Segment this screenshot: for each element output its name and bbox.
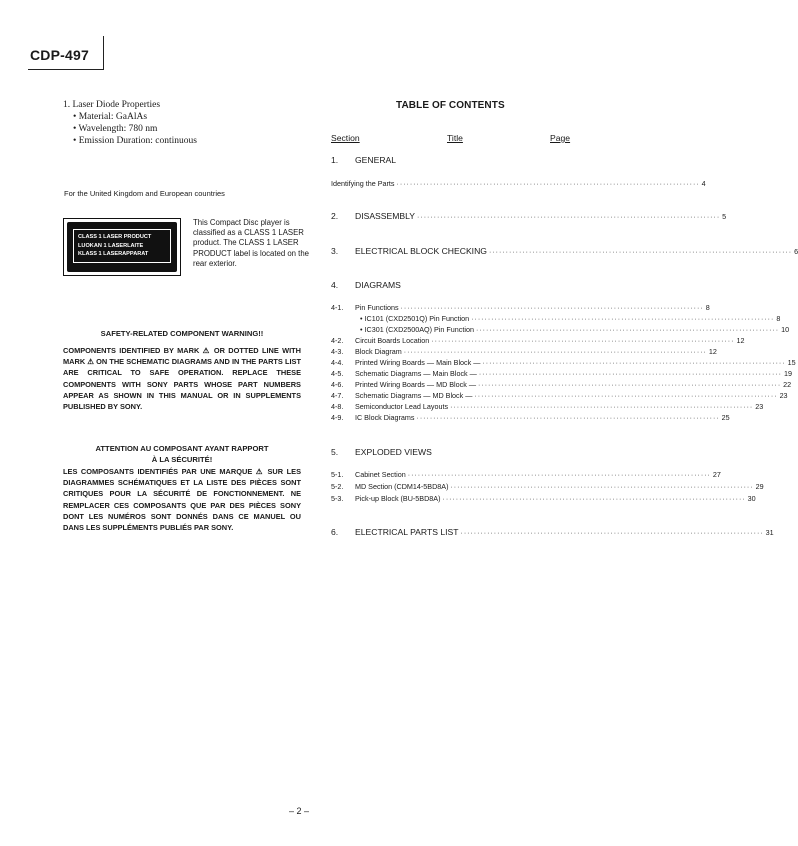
laser-class-label [63, 218, 181, 276]
toc-entry-page: 23 [755, 402, 764, 411]
toc-subsection-number: 4-2. [331, 336, 344, 345]
toc-entry-page: 23 [779, 391, 788, 400]
toc-leader-dots: ··························································································· [471, 316, 775, 323]
toc-section-title: EXPLODED VIEWS [355, 447, 432, 457]
toc-entry[interactable] [355, 211, 727, 221]
toc-entry-text: Pin Functions [355, 303, 399, 312]
attention-title-line: ATTENTION AU COMPOSANT AYANT RAPPORT [95, 444, 269, 453]
toc-entry[interactable] [355, 413, 730, 422]
toc-entry[interactable] [355, 358, 796, 367]
label-line: LUOKAN 1 LASERLAITE [78, 242, 144, 249]
toc-entry-text: Printed Wiring Boards — Main Block — [355, 358, 481, 367]
toc-leader-dots: ··························································································· [478, 371, 782, 378]
toc-subsection-number: 5-2. [331, 482, 344, 491]
toc-entry-page: 8 [705, 303, 710, 312]
toc-entry[interactable] [331, 179, 706, 188]
toc-section-title: GENERAL [355, 155, 397, 165]
toc-leader-dots: ··························································································· [417, 214, 721, 221]
laser-item: • Emission Duration: continuous [73, 136, 197, 146]
attention-title-line: À LA SÉCURITÉ! [151, 455, 213, 464]
toc-entry-page: 5 [722, 212, 727, 221]
toc-entry-text: Schematic Diagrams — Main Block — [355, 369, 477, 378]
laser-properties [63, 99, 197, 147]
model-name: CDP-497 [30, 47, 89, 63]
toc-column-page: Page [550, 133, 571, 143]
toc-title: TABLE OF CONTENTS [396, 100, 505, 111]
toc-section-title: DIAGRAMS [355, 280, 401, 290]
toc-subsection-number: 4-6. [331, 380, 344, 389]
safety-warning-body: COMPONENTS IDENTIFIED BY MARK ⚠ OR DOTTED LINE WITH MARK ⚠ ON THE SCHEMATIC DIAGRAMS AND IN THE PARTS LIST ARE CRITICAL TO SAFE OPERATION. REPLACE THESE COMPONENTS WITH SONY PARTS WHOSE PART NUMBERS APPEAR AS SHOWN IN THIS MANUAL OR IN SUPPLEMENTS PUBLISHED BY SONY. [63, 346, 301, 412]
toc-subsection-number: 4-9. [331, 413, 344, 422]
toc-entry-text: Circuit Boards Location [355, 336, 430, 345]
toc-entry-page: 4 [701, 179, 706, 188]
toc-entry[interactable] [355, 246, 798, 256]
toc-section-number: 1. [331, 155, 339, 165]
toc-entry[interactable] [355, 494, 756, 503]
toc-leader-dots: ··························································································· [431, 338, 735, 345]
toc-entry-page: 12 [736, 336, 745, 345]
toc-subsection-number: 4-5. [331, 369, 344, 378]
toc-entry[interactable] [355, 391, 788, 400]
toc-entry[interactable] [355, 303, 710, 312]
toc-entry-text: • IC301 (CXD2500AQ) Pin Function [360, 325, 474, 334]
toc-leader-dots: ··························································································· [400, 305, 704, 312]
toc-subsection-number: 4-8. [331, 402, 344, 411]
toc-entry-page: 29 [755, 482, 764, 491]
toc-entry-text: ELECTRICAL BLOCK CHECKING [355, 246, 487, 256]
toc-entry[interactable] [355, 380, 792, 389]
toc-section-number: 3. [331, 246, 339, 256]
toc-entry-page: 25 [721, 413, 730, 422]
toc-subsection-number: 5-1. [331, 470, 344, 479]
toc-entry[interactable] [355, 369, 792, 378]
toc-leader-dots: ··························································································· [396, 181, 700, 188]
toc-entry[interactable] [355, 527, 774, 537]
header-underline [28, 69, 104, 70]
toc-section-number: 5. [331, 447, 339, 457]
laser-label-text [73, 229, 171, 263]
toc-entry-text: Schematic Diagrams — MD Block — [355, 391, 473, 400]
toc-entry-text: MD Section (CDM14-5BD8A) [355, 482, 449, 491]
toc-entry[interactable] [355, 482, 764, 491]
toc-leader-dots: ··························································································· [407, 472, 711, 479]
label-line: CLASS 1 LASER PRODUCT [78, 234, 152, 240]
toc-entry[interactable] [355, 470, 721, 479]
laser-item: • Material: GaAlAs [73, 112, 148, 122]
toc-leader-dots: ··························································································· [403, 349, 707, 356]
toc-entry[interactable] [355, 347, 717, 356]
attention-body: LES COMPOSANTS IDENTIFIÉS PAR UNE MARQUE ⚠ SUR LES DIAGRAMMES SCHÉMATIQUES ET LA LISTE DES PIÈCES SONT CRITIQUES POUR LA SÉCURITÉ DE FONCTIONNEMENT. NE REMPLACER CES COMPOSANTS QUE PAR DES PIÈCES SONY DONT LES NUMÉROS SONT DONNÉS DANS CE MANUEL OU DANS LES SUPPLÉMENTS PUBLIÉS PAR SONY. [63, 467, 301, 533]
laser-label-plate [67, 222, 177, 272]
region-note: For the United Kingdom and European countries [64, 189, 225, 198]
label-line: KLASS 1 LASERAPPARAT [78, 251, 149, 257]
attention-title [63, 443, 301, 465]
toc-entry-text: DISASSEMBLY [355, 211, 416, 221]
laser-heading: 1. Laser Diode Properties [63, 100, 161, 110]
toc-leader-dots: ··························································································· [416, 415, 720, 422]
toc-leader-dots: ··························································································· [478, 382, 782, 389]
toc-entry[interactable] [355, 402, 764, 411]
toc-leader-dots: ··························································································· [488, 249, 793, 256]
toc-entry-page: 10 [781, 325, 790, 334]
toc-subsection-number: 4-1. [331, 303, 344, 312]
laser-item: • Wavelength: 780 nm [73, 124, 158, 134]
toc-leader-dots: ··························································································· [474, 393, 778, 400]
toc-entry-page: 19 [783, 369, 792, 378]
toc-entry-page: 22 [783, 380, 792, 389]
toc-entry-page: 12 [708, 347, 717, 356]
toc-leader-dots: ··························································································· [475, 327, 780, 334]
toc-entry-text: ELECTRICAL PARTS LIST [355, 527, 459, 537]
toc-entry-text: Identifying the Parts [331, 179, 395, 188]
toc-section-number: 4. [331, 280, 339, 290]
toc-entry-page: 6 [794, 247, 798, 256]
toc-column-title: Title [447, 133, 463, 143]
toc-leader-dots: ··························································································· [450, 404, 754, 411]
page-number: – 2 – [289, 806, 310, 816]
toc-subsection-number: 4-4. [331, 358, 344, 367]
toc-entry-text: Cabinet Section [355, 470, 406, 479]
safety-warning-title: SAFETY-RELATED COMPONENT WARNING!! [100, 329, 264, 338]
toc-entry-page: 31 [765, 528, 774, 537]
toc-entry-page: 8 [776, 314, 781, 323]
toc-entry-page: 30 [747, 494, 756, 503]
toc-subsection-number: 4-7. [331, 391, 344, 400]
toc-column-section: Section [331, 133, 360, 143]
toc-entry[interactable] [355, 336, 745, 345]
toc-entry-page: 15 [787, 358, 796, 367]
toc-leader-dots: ··························································································· [482, 360, 786, 367]
toc-leader-dots: ··························································································· [460, 530, 764, 537]
toc-entry-text: • IC101 (CXD2501Q) Pin Function [360, 314, 470, 323]
header-divider [103, 36, 104, 70]
toc-entry-text: Block Diagram [355, 347, 402, 356]
toc-leader-dots: ··························································································· [442, 496, 746, 503]
toc-section-number: 2. [331, 211, 339, 221]
toc-entry-text: IC Block Diagrams [355, 413, 415, 422]
toc-subsection-number: 4-3. [331, 347, 344, 356]
toc-entry[interactable] [360, 314, 781, 323]
toc-entry-page: 27 [712, 470, 721, 479]
toc-entry[interactable] [360, 325, 790, 334]
toc-entry-text: Printed Wiring Boards — MD Block — [355, 380, 477, 389]
toc-section-number: 6. [331, 527, 339, 537]
toc-entry-text: Pick-up Block (BU-5BD8A) [355, 494, 441, 503]
toc-subsection-number: 5-3. [331, 494, 344, 503]
toc-leader-dots: ··························································································· [450, 484, 754, 491]
laser-class-description: This Compact Disc player is classified as a CLASS 1 LASER product. The CLASS 1 LASER PRODUCT label is located on the rear exterior. [193, 218, 309, 268]
toc-entry-text: Semiconductor Lead Layouts [355, 402, 449, 411]
